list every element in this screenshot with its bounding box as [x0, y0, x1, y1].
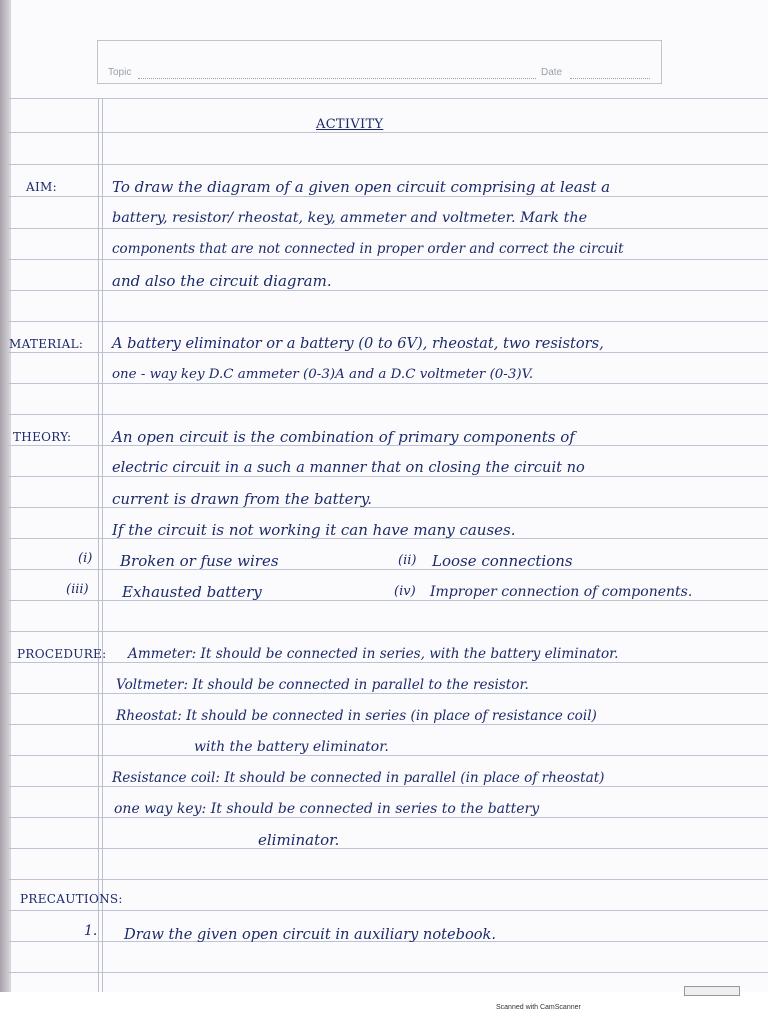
aim-line: and also the circuit diagram.	[112, 272, 332, 290]
precaution-number: 1.	[84, 923, 98, 939]
topic-date-box	[97, 40, 662, 84]
ruled-line	[8, 164, 768, 165]
topic-label: Topic	[108, 67, 132, 78]
ruled-line	[8, 414, 768, 415]
theory-line: If the circuit is not working it can have many causes.	[112, 521, 516, 539]
page-title: ACTIVITY	[316, 117, 384, 132]
cause-text: Improper connection of components.	[430, 584, 693, 600]
procedure-line: Resistance coil: It should be connected in parallel (in place of rheostat)	[112, 770, 605, 786]
date-label: Date	[541, 67, 563, 78]
scan-watermark: Scanned with CamScanner	[496, 1004, 581, 1011]
ruled-line	[8, 228, 768, 229]
ruled-line	[8, 132, 768, 133]
procedure-line: with the battery eliminator.	[194, 739, 389, 755]
ruled-line	[8, 631, 768, 632]
procedure-line: Ammeter: It should be connected in series, with the battery eliminator.	[128, 646, 619, 662]
material-line: one - way key D.C ammeter (0-3)A and a D.C voltmeter (0-3)V.	[112, 367, 534, 382]
cause-number: (i)	[78, 551, 93, 566]
material-heading: MATERIAL:	[9, 337, 84, 351]
ruled-line	[8, 259, 768, 260]
binding-edge	[0, 0, 11, 992]
margin-line	[102, 98, 103, 992]
page-number-stamp	[684, 986, 740, 996]
precautions-heading: PRECAUTIONS:	[20, 892, 123, 906]
ruled-line	[8, 972, 768, 973]
aim-line: battery, resistor/ rheostat, key, ammeter and voltmeter. Mark the	[112, 210, 588, 226]
ruled-line	[8, 879, 768, 880]
theory-line: electric circuit in a such a manner that on closing the circuit no	[112, 459, 585, 476]
procedure-line: Rheostat: It should be connected in series (in place of resistance coil)	[116, 708, 597, 724]
procedure-line: Voltmeter: It should be connected in parallel to the resistor.	[116, 677, 529, 693]
ruled-line	[8, 290, 768, 291]
ruled-line	[8, 196, 768, 197]
ruled-line	[8, 98, 768, 99]
theory-heading: THEORY:	[13, 430, 72, 444]
margin-line	[98, 98, 99, 992]
cause-number: (iv)	[394, 584, 416, 599]
precaution-text: Draw the given open circuit in auxiliary notebook.	[124, 926, 497, 943]
procedure-heading: PROCEDURE:	[17, 647, 107, 661]
ruled-line	[8, 321, 768, 322]
cause-text: Exhausted battery	[122, 583, 262, 601]
material-line: A battery eliminator or a battery (0 to 6V), rheostat, two resistors,	[112, 335, 604, 352]
cause-text: Loose connections	[432, 552, 573, 570]
aim-heading: AIM:	[26, 180, 57, 194]
procedure-line: one way key: It should be connected in series to the battery	[114, 801, 540, 817]
aim-line: To draw the diagram of a given open circuit comprising at least a	[112, 178, 611, 196]
theory-line: An open circuit is the combination of primary components of	[112, 428, 575, 446]
cause-text: Broken or fuse wires	[120, 552, 279, 570]
ruled-line	[8, 910, 768, 911]
topic-underline	[138, 78, 536, 79]
ruled-line	[8, 848, 768, 849]
date-underline	[570, 78, 650, 79]
cause-number: (iii)	[66, 582, 89, 597]
cause-number: (ii)	[398, 553, 417, 568]
aim-line: components that are not connected in proper order and correct the circuit	[112, 241, 624, 257]
procedure-line: eliminator.	[258, 831, 340, 849]
theory-line: current is drawn from the battery.	[112, 490, 372, 508]
